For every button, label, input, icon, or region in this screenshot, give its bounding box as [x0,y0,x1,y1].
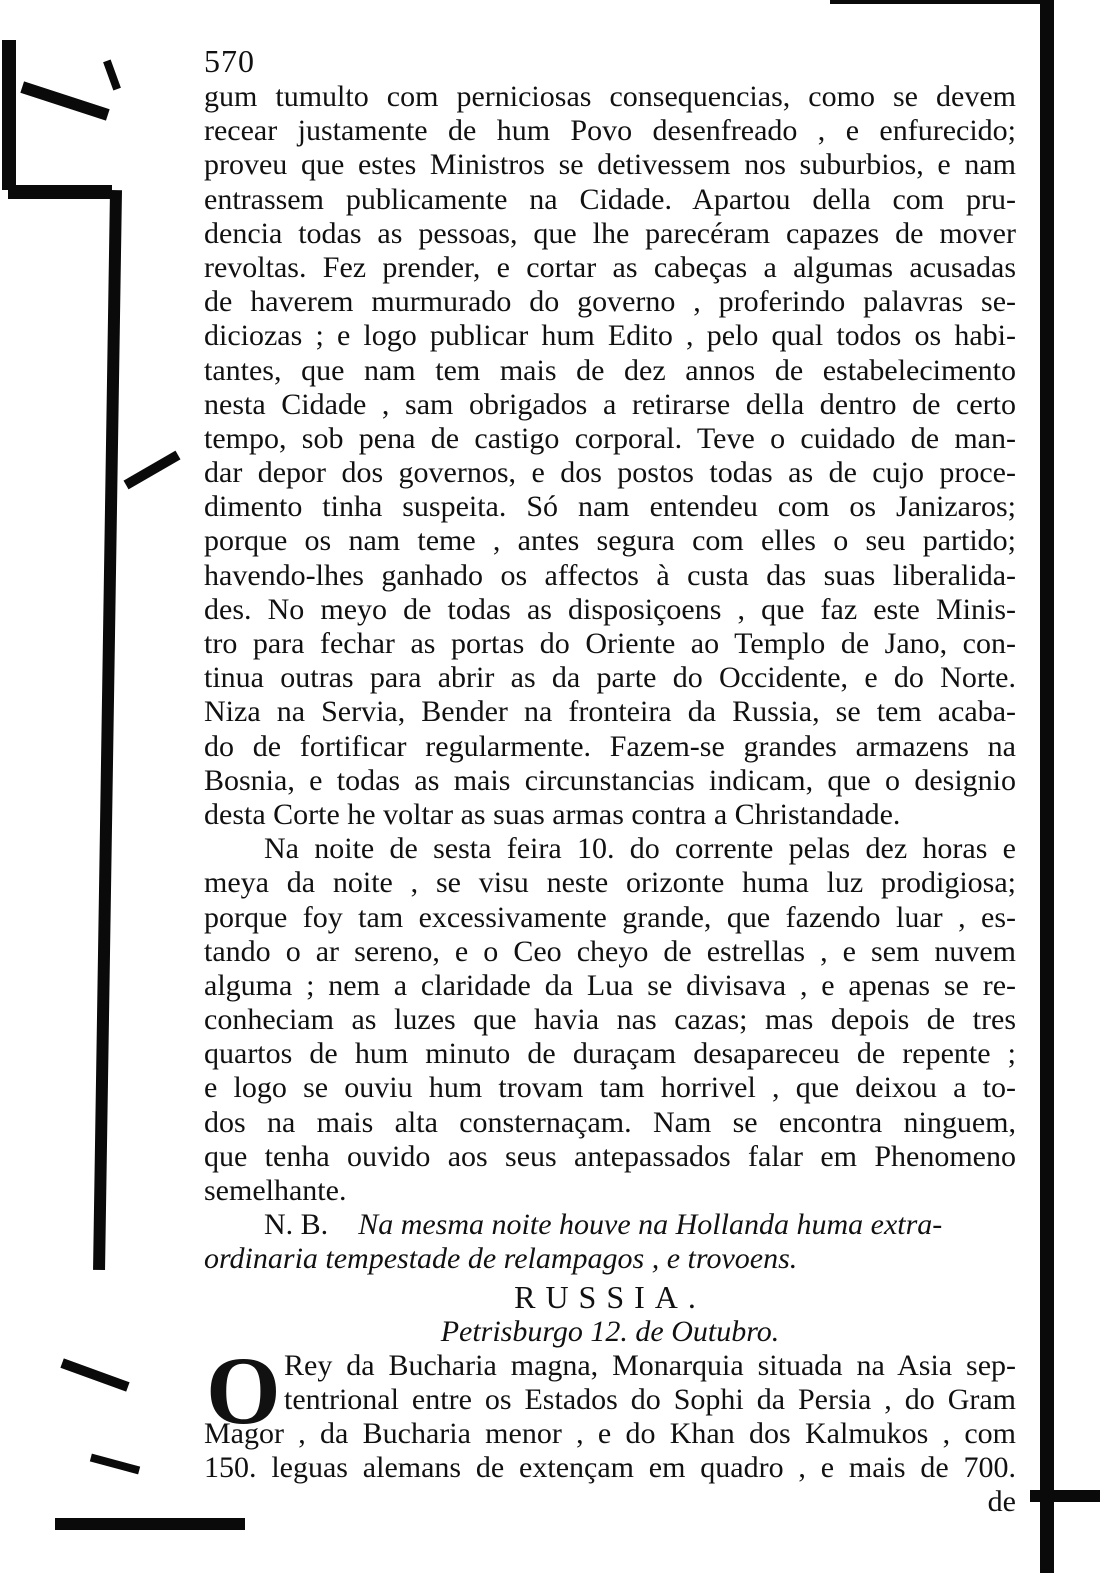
text-line: recear justamente de hum Povo desenfreado , e enfurecido; [204,114,1016,148]
text-line: tando o ar sereno, e o Ceo cheyo de estrellas , e sem nuvem [204,934,1016,968]
paragraph-1 [204,80,1016,832]
text-line: 150. leguas alemans de extençam em quadro , e mais de 700. [204,1451,1016,1485]
text-line: dos na mais alta consternaçam. Nam se encontra ninguem, [204,1105,1016,1139]
text-line: havendo-lhes ganhado os affectos à custa das suas liberalida- [204,558,1016,592]
text-line: tantes, que nam tem mais de dez annos de estabelecimento [204,353,1016,387]
bottom-edge-bar [55,1518,245,1530]
text-line: e logo se ouviu hum trovam tam horrivel , que deixou a to- [204,1071,1016,1105]
text-line: porque foy tam excessivamente grande, que fazendo luar , es- [204,900,1016,934]
text-line: Rey da Bucharia magna, Monarquia situada na Asia sep- [284,1348,1016,1382]
catchword: de [987,1485,1016,1519]
text-line: semelhante. [204,1174,347,1207]
text-line: Bosnia, e todas as mais circunstancias indicam, que o designio [204,763,1016,797]
bottom-left-mark-2 [90,1454,140,1475]
nb-text: Na mesma noite houve na Hollanda huma extra- [358,1208,943,1242]
text-line: dimento tinha suspeita. Só nam entendeu com os Janizaros; [204,490,1016,524]
text-line: diciozas ; e logo publicar hum Edito , pelo qual todos os habi- [204,319,1016,353]
text-line: desta Corte he voltar as suas armas contra a Christandade. [204,797,901,831]
text-line: Niza na Servia, Bender na fronteira da Russia, se tem acaba- [204,695,1016,729]
text-line: tentrional entre os Estados do Sophi da Persia , do Gram [284,1382,1016,1416]
left-edge-bar [2,40,16,190]
text-line: de haverem murmurado do governo , proferindo palavras se- [204,285,1016,319]
text-line: Magor , da Bucharia menor , e do Khan dos Kalmukos , com [204,1416,1016,1450]
text-line: alguma ; nem a claridade da Lua se divisava , e apenas se re- [204,968,1016,1002]
right-bottom-bar [1030,1490,1100,1502]
text-line: conheciam as luzes que havia nas cazas; mas depois de tres [204,1003,1016,1037]
page-number: 570 [204,43,255,79]
text-line: porque os nam teme , antes segura com elles o seu partido; [204,524,1016,558]
text-line: tro para fechar as portas do Oriente ao Templo de Jano, con- [204,627,1016,660]
right-edge-bar [1040,0,1054,1573]
bottom-left-mark-1 [60,1358,129,1391]
left-vertical-rule [93,190,122,1270]
text-line: que tenha ouvido aos seus antepassados falar em Phenomeno [204,1139,1016,1173]
paragraph-3 [204,1336,1016,1486]
drop-cap: O [206,1336,281,1444]
text-line: dencia todas as pessoas, que lhe parecéram capazes de mover [204,216,1016,250]
text-line: revoltas. Fez prender, e cortar as cabeças a algumas acusadas [204,250,1016,284]
nb-label: N. B. [264,1208,329,1242]
text-line: proveu que estes Ministros se detivessem nos suburbios, e nam [204,148,1016,182]
text-line: quartos de hum minuto de duraçam desapareceu de repente ; [204,1037,1016,1071]
dateline: Petrisburgo 12. de Outubro. [440,1314,780,1348]
top-left-mark [103,60,121,91]
text-line: des. No meyo de todas as disposiçoens , que faz este Minis- [204,592,1016,626]
page [204,44,1016,1519]
text-line: do de fortificar regularmente. Fazem-se grandes armazens na [204,729,1016,763]
text-line: tempo, sob pena de castigo corporal. Teve o cuidado de man- [204,421,1016,455]
top-left-smudge [20,81,109,120]
left-smudge-mid [124,451,181,490]
text-line: tinua outras para abrir as da parte do Occidente, e do Norte. [204,661,1016,695]
text-line: dar depor dos governos, e dos postos todas as de cujo proce- [204,456,1016,490]
text-line: nesta Cidade , sam obrigados a retirarse della dentro de certo [204,387,1016,421]
section-title: RUSSIA. [514,1278,706,1315]
text-line: meya da noite , se visu neste orizonte huma luz prodigiosa; [204,866,1016,900]
paragraph-2 [204,832,1016,1208]
top-edge-line [830,0,1050,4]
nb-line-2: ordinaria tempestade de relampagos , e trovoens. [204,1242,798,1276]
text-line: gum tumulto com perniciosas consequencias, como se devem [204,80,1016,113]
nb-line-1 [204,1208,1016,1242]
text-line: Na noite de sesta feira 10. do corrente pelas dez horas e [264,832,1016,866]
left-binding-bar [8,185,112,199]
text-line: entrassem publicamente na Cidade. Apartou della com pru- [204,182,1016,216]
